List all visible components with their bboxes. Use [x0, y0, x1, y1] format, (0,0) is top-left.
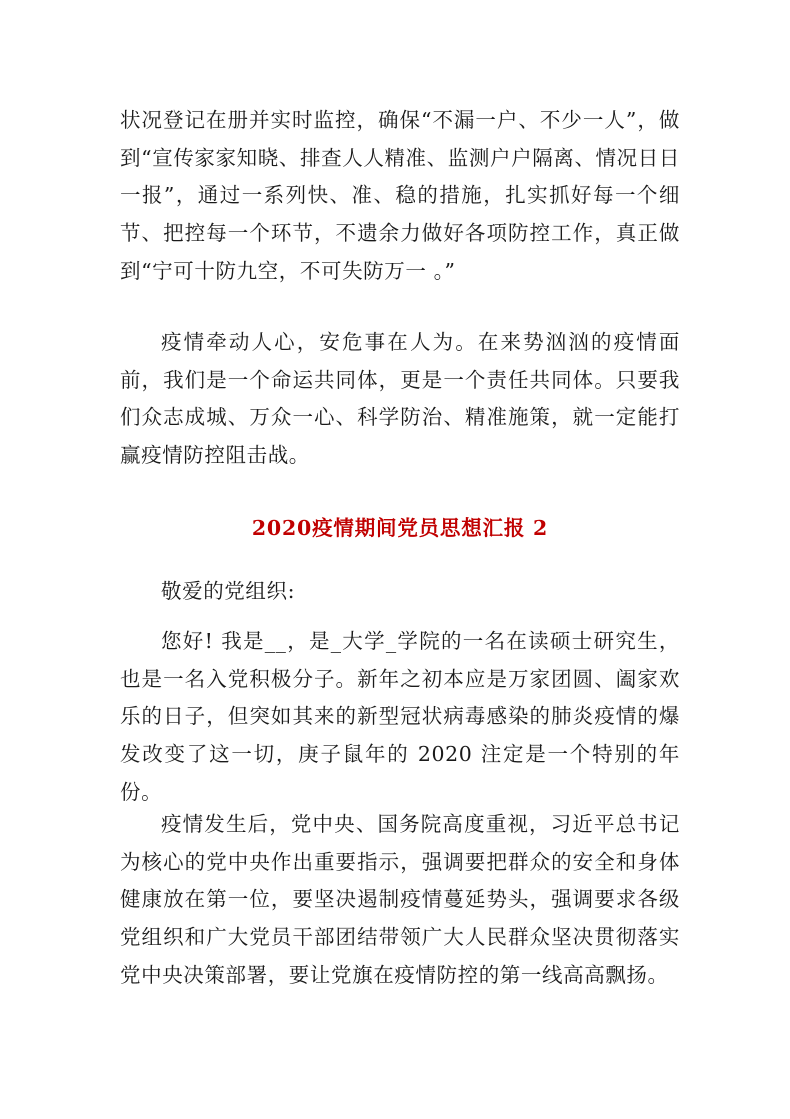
paragraph-self-introduction: 您好! 我是__，是_大学_学院的一名在读硕士研究生，也是一名入党积极分子。新年之初本应是万家团圆、阖家欢乐的日子，但突如其来的新型冠状病毒感染的肺炎疫情的爆发改变了这一切，庚子鼠年的 2020 注定是一个特别的年份。	[120, 629, 680, 804]
paragraph-epidemic-responsibility: 疫情牵动人心，安危事在人为。在来势汹汹的疫情面前，我们是一个命运共同体，更是一个责任共同体。只要我们众志成城、万众一心、科学防治、精准施策，就一定能打赢疫情防控阻击战。	[120, 330, 680, 468]
section-heading: 2020疫情期间党员思想汇报 2	[251, 516, 549, 540]
paragraph-party-central-committee: 疫情发生后，党中央、国务院高度重视，习近平总书记为核心的党中央作出重要指示，强调要把群众的安全和身体健康放在第一位，要坚决遏制疫情蔓延势头，强调要求各级党组织和广大党员干部团结带领广大人民群众坚决贯彻落实党中央决策部署，要让党旗在疫情防控的第一线高高飘扬。	[120, 812, 680, 987]
paragraph-continued: 状况登记在册并实时监控，确保“不漏一户、不少一人”，做到“宣传家家知晓、排查人人精准、监测户户隔离、情况日日一报”，通过一系列快、准、稳的措施，扎实抓好每一个细节、把控每一个环节，不遗余力做好各项防控工作，真正做到“宁可十防九空，不可失防万一 。”	[120, 108, 680, 283]
salutation: 敬爱的党组织:	[161, 579, 296, 603]
